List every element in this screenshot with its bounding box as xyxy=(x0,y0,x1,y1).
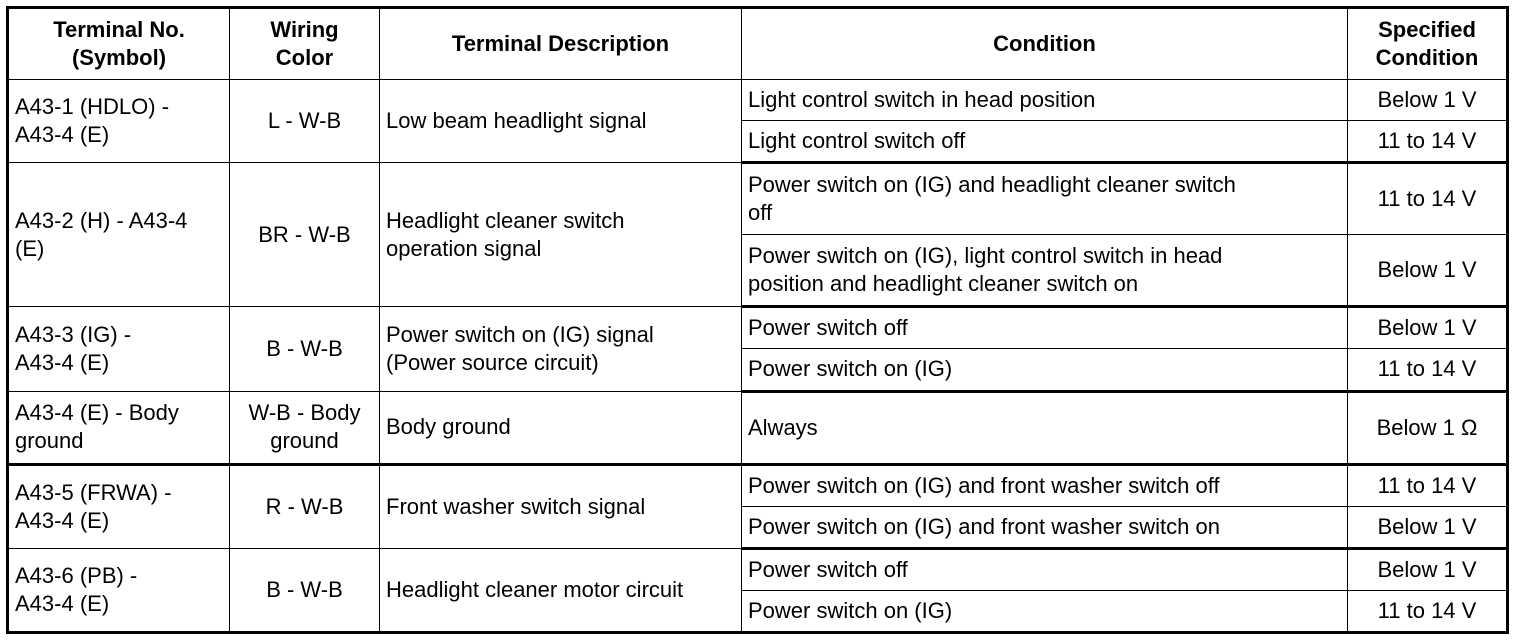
condition-cell: Light control switch in head position xyxy=(742,80,1348,121)
specified-cell: 11 to 14 V xyxy=(1348,349,1508,391)
wiring-color-cell: L - W-B xyxy=(230,80,380,163)
terminal-cell: A43-4 (E) - Body ground xyxy=(8,391,230,464)
table-row xyxy=(8,80,1508,121)
description-cell: Body ground xyxy=(380,391,742,464)
condition-cell: Power switch on (IG), light control switch in head position and headlight cleaner switch on xyxy=(742,235,1348,307)
condition-cell: Power switch off xyxy=(742,307,1348,349)
table-row xyxy=(8,307,1508,349)
description-cell: Low beam headlight signal xyxy=(380,80,742,163)
header-specified-condition: Specified Condition xyxy=(1348,8,1508,80)
terminal-cell: A43-1 (HDLO) - A43-4 (E) xyxy=(8,80,230,163)
specified-cell: Below 1 V xyxy=(1348,506,1508,548)
header-condition: Condition xyxy=(742,8,1348,80)
wiring-color-cell: R - W-B xyxy=(230,464,380,548)
terminal-cell: A43-3 (IG) - A43-4 (E) xyxy=(8,307,230,391)
specified-cell: Below 1 V xyxy=(1348,548,1508,590)
wiring-color-cell: B - W-B xyxy=(230,307,380,391)
condition-cell: Power switch on (IG) and headlight cleaner switch off xyxy=(742,163,1348,235)
specified-cell: 11 to 14 V xyxy=(1348,163,1508,235)
header-terminal: Terminal No. (Symbol) xyxy=(8,8,230,80)
condition-cell: Power switch on (IG) and front washer switch off xyxy=(742,464,1348,506)
terminal-spec-table xyxy=(6,6,1509,634)
specified-cell: Below 1 V xyxy=(1348,307,1508,349)
specified-cell: Below 1 V xyxy=(1348,235,1508,307)
terminal-cell: A43-2 (H) - A43-4 (E) xyxy=(8,163,230,307)
condition-cell: Power switch on (IG) xyxy=(742,349,1348,391)
terminal-cell: A43-6 (PB) - A43-4 (E) xyxy=(8,548,230,632)
description-cell: Headlight cleaner motor circuit xyxy=(380,548,742,632)
wiring-color-cell: B - W-B xyxy=(230,548,380,632)
terminal-cell: A43-5 (FRWA) - A43-4 (E) xyxy=(8,464,230,548)
header-row xyxy=(8,8,1508,80)
specified-cell: 11 to 14 V xyxy=(1348,464,1508,506)
specified-cell: 11 to 14 V xyxy=(1348,590,1508,632)
description-cell: Power switch on (IG) signal (Power source circuit) xyxy=(380,307,742,391)
description-cell: Front washer switch signal xyxy=(380,464,742,548)
condition-cell: Power switch on (IG) and front washer switch on xyxy=(742,506,1348,548)
header-wiring-color: Wiring Color xyxy=(230,8,380,80)
condition-cell: Power switch off xyxy=(742,548,1348,590)
condition-cell: Power switch on (IG) xyxy=(742,590,1348,632)
wiring-color-cell: W-B - Body ground xyxy=(230,391,380,464)
specified-cell: 11 to 14 V xyxy=(1348,121,1508,163)
table-row xyxy=(8,548,1508,590)
wiring-color-cell: BR - W-B xyxy=(230,163,380,307)
table-row xyxy=(8,464,1508,506)
specified-cell: Below 1 Ω xyxy=(1348,391,1508,464)
table-row xyxy=(8,163,1508,235)
header-terminal-description: Terminal Description xyxy=(380,8,742,80)
condition-cell: Light control switch off xyxy=(742,121,1348,163)
specified-cell: Below 1 V xyxy=(1348,80,1508,121)
condition-cell: Always xyxy=(742,391,1348,464)
description-cell: Headlight cleaner switch operation signal xyxy=(380,163,742,307)
table-row xyxy=(8,391,1508,464)
